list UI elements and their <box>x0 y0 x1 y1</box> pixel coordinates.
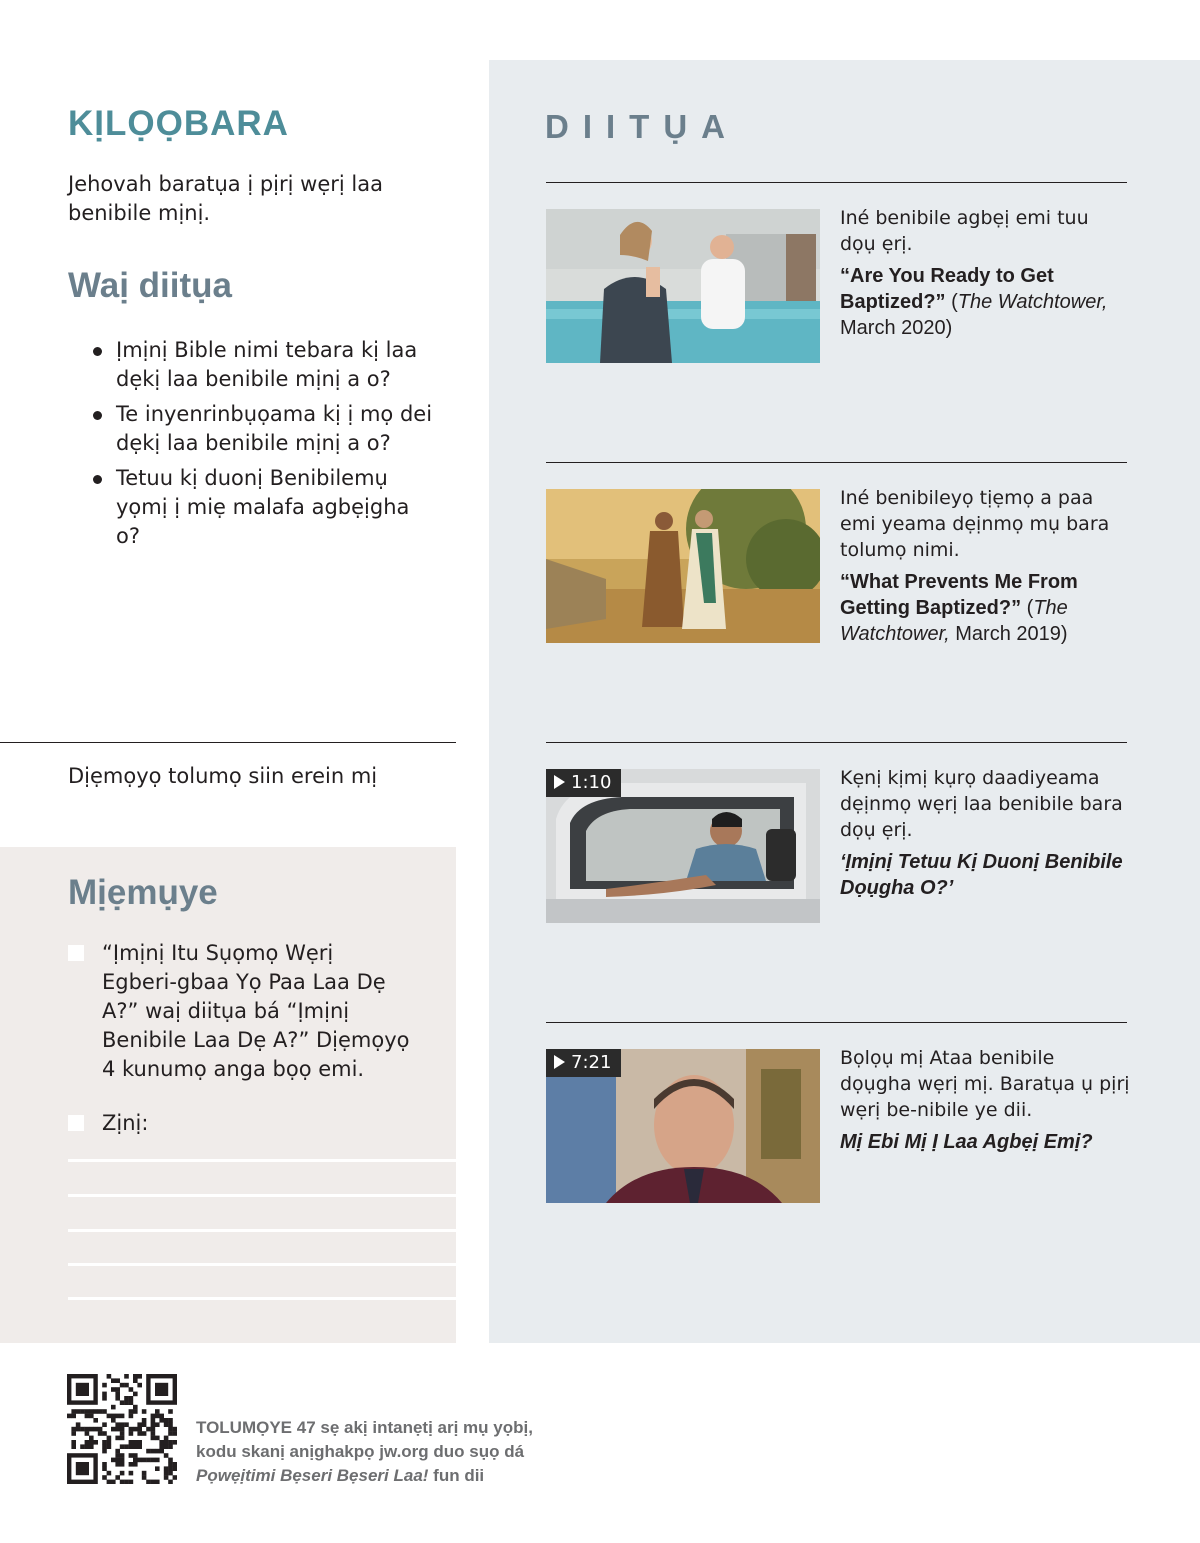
article-thumbnail-baptism[interactable] <box>546 209 820 363</box>
video-title: ‘Ịmịnị Tetuu Kị Duonị Benibile Dọụgha O?’ <box>840 851 1123 899</box>
article-link[interactable] <box>840 263 1130 341</box>
summary-title: KỊLỌỌBARA <box>68 104 289 143</box>
notes-label: Dịẹmọyọ tolumọ siin erein mị <box>68 764 378 788</box>
woman-baptism-photo <box>546 209 820 363</box>
explore-item-text <box>840 205 1130 341</box>
bullet-icon <box>93 411 102 420</box>
video-duration-badge <box>546 1049 621 1077</box>
writing-line[interactable] <box>68 1194 456 1197</box>
writing-line[interactable] <box>68 1297 456 1300</box>
goal-text: “Ịmịnị Itu Sụọmọ Wẹrị Egberi-gbaa Yọ Paa Laa Dẹ A?” waị diitụa bá “Ịmịnị Benibile Laa Dẹ A?” Dịẹmọyọ 4 kunumọ anga bọọ emi. <box>102 941 410 1081</box>
footer-line: kodu skanị anịghakpọ jw.org duo sụọ dá <box>196 1442 525 1461</box>
qr-code[interactable] <box>67 1374 177 1484</box>
video-duration-badge <box>546 769 621 797</box>
review-question-text: Tetuu kị duonị Benibilemụ yọmị ị miẹ malafa agbẹịgha o? <box>116 466 410 548</box>
goal-text: Zịnị: <box>102 1111 149 1135</box>
explore-item-text <box>840 485 1130 647</box>
article-title: “Are You Ready to Get Baptized?” <box>840 265 1054 313</box>
video-thumbnail-interview[interactable] <box>546 1049 820 1203</box>
goals-title: Mịẹmụye <box>68 873 218 912</box>
review-question <box>90 400 440 458</box>
item-description: Bọlọụ mị Ataa benibile dọụgha wẹrị mị. Baratụa ụ pịrị wẹrị be-nibile ye dii. <box>840 1047 1130 1121</box>
bullet-icon <box>93 347 102 356</box>
explore-title: DIITỤA <box>545 108 739 145</box>
footer-line-end: fun dii <box>428 1466 485 1485</box>
play-icon <box>554 1055 565 1069</box>
review-question-list <box>90 336 440 557</box>
explore-item-text <box>840 765 1130 901</box>
ref-paren: ( <box>1021 597 1034 619</box>
writing-line[interactable] <box>68 1159 456 1162</box>
publication-name: The Watchtower, <box>957 291 1108 313</box>
philip-ethiopian-painting <box>546 489 820 643</box>
item-divider <box>546 1022 1127 1023</box>
item-divider <box>546 742 1127 743</box>
item-description: Iné benibileyọ tịẹmọ a paa emi yeama dẹịnmọ mụ bara tolumọ nimi. <box>840 487 1110 561</box>
video-thumbnail-driving[interactable] <box>546 769 820 923</box>
video-duration: 7:21 <box>571 1052 612 1073</box>
review-question <box>90 464 440 551</box>
explore-item-text <box>840 1045 1130 1155</box>
publication-date: March 2020) <box>840 317 953 339</box>
review-title: Waị diitụa <box>68 266 232 305</box>
goal-item <box>68 939 408 1089</box>
review-question-text: Te inyenrinbụọama kị ị mọ dei dẹkị laa benibile mịnị a o? <box>116 402 433 455</box>
goals-panel <box>0 847 456 1343</box>
article-title: “What Prevents Me From Getting Baptized?” <box>840 571 1078 619</box>
review-question-text: Ịmịnị Bible nimi tebara kị laa dẹkị laa benibile mịnị a o? <box>116 338 418 391</box>
writing-line[interactable] <box>68 1263 456 1266</box>
video-title: Mị Ebi Mị Ị Laa Agbẹị Emị? <box>840 1131 1093 1153</box>
item-divider <box>546 462 1127 463</box>
explore-panel <box>489 60 1200 1343</box>
article-thumbnail-painting[interactable] <box>546 489 820 643</box>
section-divider <box>0 742 456 743</box>
item-description: Iné benibile agbẹị emi tuu dọụ ẹrị. <box>840 207 1089 255</box>
footer-note <box>196 1416 533 1488</box>
publication-name: The Watchtower, <box>840 597 1068 645</box>
video-duration: 1:10 <box>571 772 612 793</box>
goal-item <box>68 1109 408 1139</box>
item-description: Kẹnị kịmị kụrọ daadiyeama dẹịnmọ wẹrị laa benibile bara dọụ ẹrị. <box>840 767 1123 841</box>
item-divider <box>546 182 1127 183</box>
footer-line <box>196 1464 533 1488</box>
article-link[interactable] <box>840 569 1130 647</box>
footer-line: TOLUMỌYE 47 sẹ akị intanẹtị arị mụ yọbị, <box>196 1418 533 1437</box>
book-title: Pọwẹịtimi Bẹseri Bẹseri Laa! <box>196 1466 429 1485</box>
writing-line[interactable] <box>68 1229 456 1232</box>
qr-code-icon <box>67 1374 177 1484</box>
summary-text: Jehovah baratụa ị pịrị wẹrị laa benibile mịnị. <box>68 172 383 225</box>
video-link[interactable] <box>840 849 1130 901</box>
review-question <box>90 336 440 394</box>
publication-date: March 2019) <box>949 623 1068 645</box>
video-link[interactable] <box>840 1129 1130 1155</box>
goal-checkbox[interactable] <box>68 945 84 961</box>
goal-checkbox[interactable] <box>68 1115 84 1131</box>
play-icon <box>554 775 565 789</box>
ref-paren: ( <box>945 291 958 313</box>
bullet-icon <box>93 475 102 484</box>
